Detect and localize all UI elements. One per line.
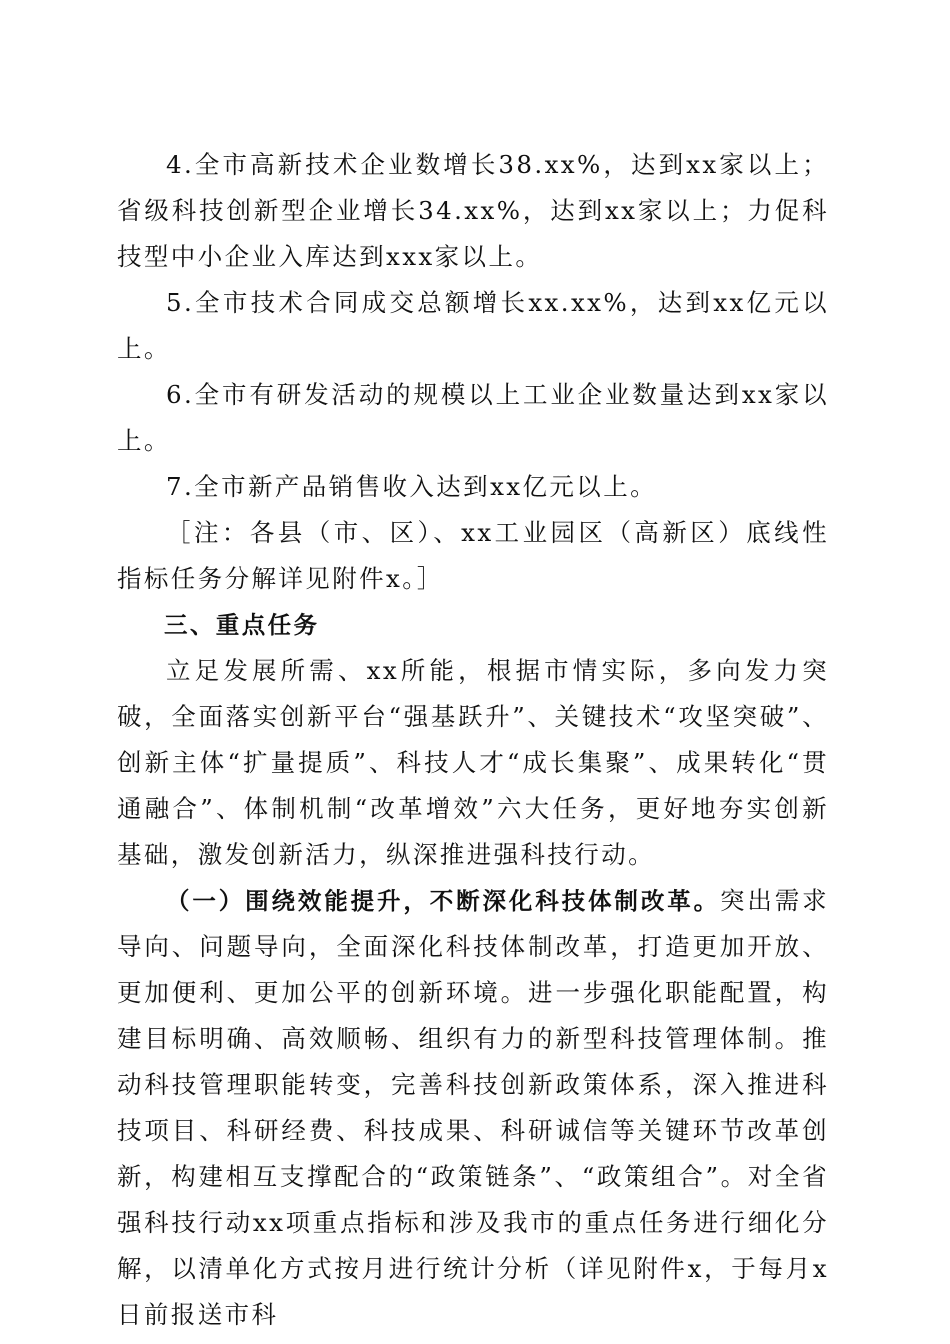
document-body xyxy=(117,142,829,1338)
section-heading: 三、重点任务 xyxy=(164,611,320,639)
item-7-paragraph: 7.全市新产品销售收入达到xx亿元以上。 xyxy=(166,472,658,501)
item-6-paragraph: 6.全市有研发活动的规模以上工业企业数量达到xx家以上。 xyxy=(117,380,829,455)
subsection-lead: （一）围绕效能提升，不断深化科技体制改革。 xyxy=(166,887,720,915)
item-5-paragraph: 5.全市技术合同成交总额增长xx.xx%，达到xx亿元以上。 xyxy=(117,288,829,363)
intro-paragraph: 立足发展所需、xx所能，根据市情实际，多向发力突破，全面落实创新平台“强基跃升”、关键技术“攻坚突破”、创新主体“扩量提质”、科技人才“成长集聚”、成果转化“贯通融合”、体制机制“改革增效”六大任务，更好地夯实创新基础，激发创新活力，纵深推进强科技行动。 xyxy=(117,656,829,869)
subsection-body: 突出需求导向、问题导向，全面深化科技体制改革，打造更加开放、更加便利、更加公平的创新环境。进一步强化职能配置，构建目标明确、高效顺畅、组织有力的新型科技管理体制。推动科技管理职能转变，完善科技创新政策体系，深入推进科技项目、科研经费、科技成果、科研诚信等关键环节改革创新，构建相互支撑配合的“政策链条”、“政策组合”。对全省强科技行动xx项重点指标和涉及我市的重点任务进行细化分解，以清单化方式按月进行统计分析（详见附件x，于每月x日前报送市科 xyxy=(117,886,829,1329)
item-4-paragraph: 4.全市高新技术企业数增长38.xx%，达到xx家以上；省级科技创新型企业增长34.xx%，达到xx家以上；力促科技型中小企业入库达到xxx家以上。 xyxy=(117,150,829,271)
note-paragraph: ［注：各县（市、区）、xx工业园区（高新区）底线性指标任务分解详见附件x。］ xyxy=(117,518,829,593)
subsection-paragraph xyxy=(117,878,829,1338)
